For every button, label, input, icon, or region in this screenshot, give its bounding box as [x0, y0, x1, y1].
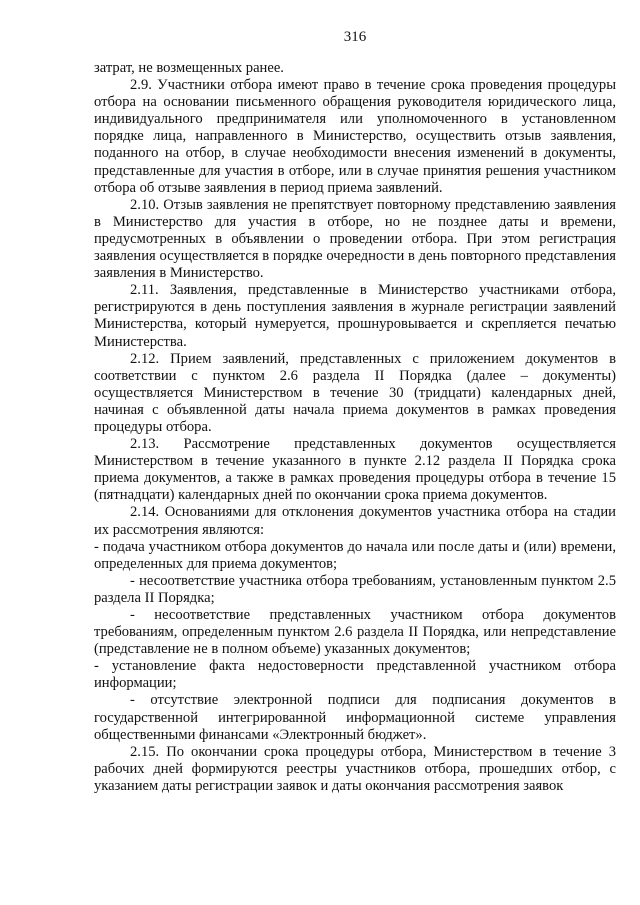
paragraph-2-13: 2.13. Рассмотрение представленных документов осуществляется Министерством в течение указанного в пункте 2.12 раздела II Порядка срока приема документов, а также в рамках проведения процедуры отбора в течение 15 (пятнадцати) календарных дней по окончании срока приема документов.: [94, 436, 616, 504]
list-item-false-information: - установление факта недостоверности представленной участником отбора информации;: [94, 658, 616, 692]
paragraph-2-10: 2.10. Отзыв заявления не препятствует повторному представлению заявления в Министерство для участия в отборе, но не позднее даты и времени, предусмотренных в объявлении о проведении отбора. При этом регистрация заявления осуществляется в порядке очередности в день повторного представления заявления в Министерство.: [94, 196, 616, 282]
paragraph-2-12: 2.12. Прием заявлений, представленных с приложением документов в соответствии с пунктом 2.6 раздела II Порядка (далее – документы) осуществляется Министерством в течение 30 (тридцати) календарных дней, начиная с объявленной даты начала приема документов в рамках проведения процедуры отбора.: [94, 350, 616, 435]
list-item-no-signature: - отсутствие электронной подписи для подписания документов в государственной интегрированной информационной системе управления общественными финансами «Электронный бюджет».: [94, 692, 616, 743]
document-body: [94, 60, 616, 795]
list-item-submission-time: - подача участником отбора документов до начала или после даты и (или) времени, определенных для приема документов;: [94, 538, 616, 572]
page-number: 316: [343, 29, 367, 45]
paragraph-continuation: затрат, не возмещенных ранее.: [94, 60, 284, 76]
list-item-participant-mismatch: - несоответствие участника отбора требованиям, установленным пунктом 2.5 раздела II Порядка;: [94, 572, 616, 606]
list-item-documents-mismatch: - несоответствие представленных участником отбора документов требованиям, определенным пунктом 2.6 раздела II Порядка, или непредставление (представление не в полном объеме) указанных документов;: [94, 607, 616, 658]
paragraph-2-9: 2.9. Участники отбора имеют право в течение срока проведения процедуры отбора на основании письменного обращения руководителя юридического лица, индивидуального предпринимателя или уполномоченного в установленном порядке лица, направленного в Министерство, осуществить отзыв заявления, поданного на отбор, в случае необходимости внесения изменений в документы, представленные для участия в отборе, или в случае принятия решения участником отбора об отзыве заявления в период приема заявлений.: [94, 77, 616, 196]
paragraph-2-11: 2.11. Заявления, представленные в Министерство участниками отбора, регистрируются в день поступления заявления в журнале регистрации заявлений Министерства, который нумеруется, прошнуровывается и скрепляется печатью Министерства.: [94, 282, 616, 350]
paragraph-2-15: 2.15. По окончании срока процедуры отбора, Министерством в течение 3 рабочих дней формируются реестры участников отбора, прошедших отбор, с указанием даты регистрации заявок и даты окончания рассмотрения заявок: [94, 743, 616, 794]
paragraph-2-14: 2.14. Основаниями для отклонения документов участника отбора на стадии их рассмотрения являются:: [94, 504, 616, 538]
